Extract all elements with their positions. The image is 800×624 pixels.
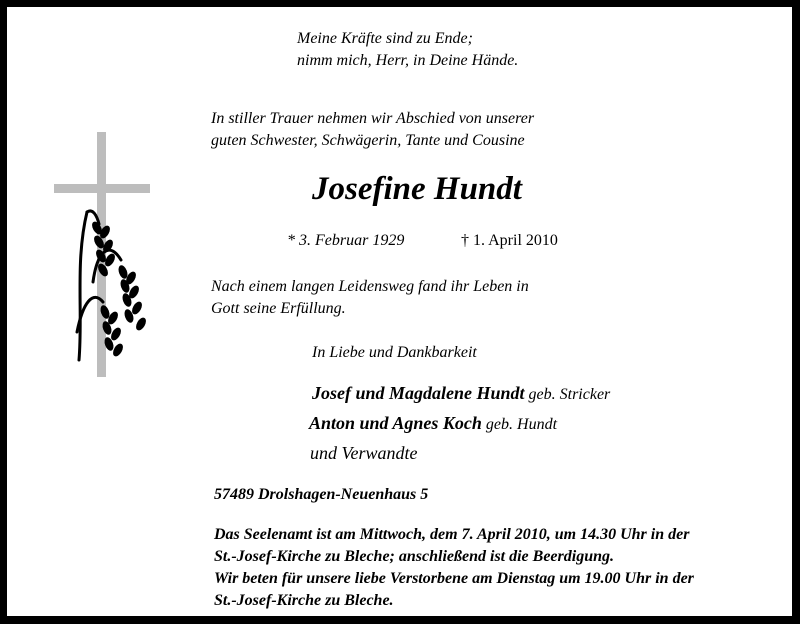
message-line-2: Gott seine Erfüllung. xyxy=(211,300,346,317)
mourner-1-name: Josef und Magdalene Hundt xyxy=(312,383,525,403)
relatives-line: und Verwandte xyxy=(310,443,418,463)
motto-line-2: nimm mich, Herr, in Deine Hände. xyxy=(297,52,519,69)
intro-line-1: In stiller Trauer nehmen wir Abschied von unserer xyxy=(211,110,535,127)
birth-date: * 3. Februar 1929 xyxy=(287,232,405,249)
mourner-1 xyxy=(312,382,610,406)
farewell-line: In Liebe und Dankbarkeit xyxy=(312,344,477,361)
death-date: † 1. April 2010 xyxy=(461,232,558,249)
service-line-4: St.-Josef-Kirche zu Bleche. xyxy=(214,592,394,609)
service-line-1: Das Seelenamt ist am Mittwoch, dem 7. April 2010, um 14.30 Uhr in der xyxy=(214,526,690,543)
motto-line-1: Meine Kräfte sind zu Ende; xyxy=(297,30,473,47)
service-line-2: St.-Josef-Kirche zu Bleche; anschließend ist die Beerdigung. xyxy=(214,548,614,565)
mourner-2-note: geb. Hundt xyxy=(485,416,558,433)
message-line-1: Nach einem langen Leidensweg fand ihr Leben in xyxy=(211,278,529,295)
mourner-2-name: Anton und Agnes Koch xyxy=(309,413,482,433)
service-line-3: Wir beten für unsere liebe Verstorbene am Dienstag um 19.00 Uhr in der xyxy=(214,570,694,587)
mourner-1-note: geb. Stricker xyxy=(528,386,611,403)
address-line: 57489 Drolshagen-Neuenhaus 5 xyxy=(214,486,429,503)
mourner-2 xyxy=(309,412,557,436)
cross-with-wheat-icon xyxy=(53,132,153,382)
deceased-name: Josefine Hundt xyxy=(312,171,522,207)
obituary-notice xyxy=(7,7,792,616)
intro-line-2: guten Schwester, Schwägerin, Tante und Cousine xyxy=(211,132,525,149)
